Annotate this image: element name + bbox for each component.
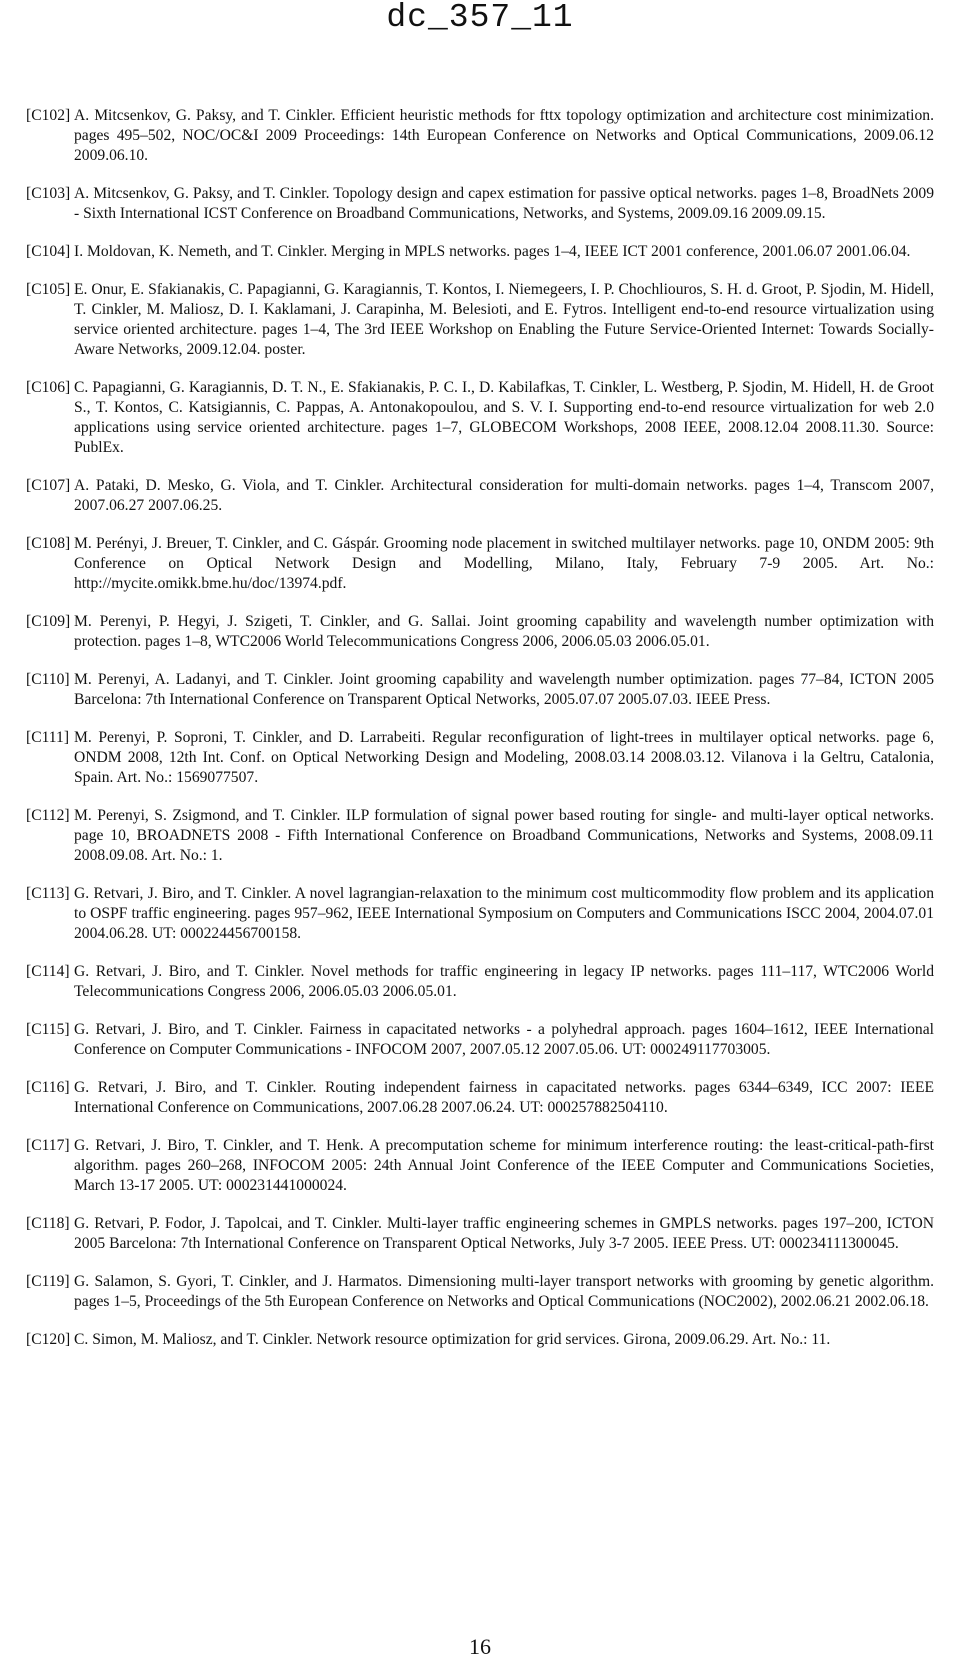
reference-item: [26, 476, 934, 516]
reference-item: [26, 670, 934, 710]
reference-item: [26, 1020, 934, 1060]
reference-label: [C117]: [26, 1137, 70, 1154]
reference-label: [C108]: [26, 535, 71, 552]
reference-text: M. Perényi, J. Breuer, T. Cinkler, and C. Gáspár. Grooming node placement in switched multilayer networks. page 10, ONDM 2005: 9th Conference on Optical Network Design and Modelling, Milano, Italy, February 7-9 2005. Art. No.: http://mycite.omikk.bme.hu/doc/13974.pdf.: [74, 535, 934, 592]
reference-item: [26, 884, 934, 944]
reference-item: [26, 612, 934, 652]
reference-text: M. Perenyi, P. Hegyi, J. Szigeti, T. Cinkler, and G. Sallai. Joint grooming capability and wavelength number optimization with protection. pages 1–8, WTC2006 World Telecommunications Congress 2006, 2006.05.03 2006.05.01.: [74, 613, 934, 650]
reference-item: [26, 962, 934, 1002]
reference-text: G. Salamon, S. Gyori, T. Cinkler, and J. Harmatos. Dimensioning multi-layer transport networks with grooming by genetic algorithm. pages 1–5, Proceedings of the 5th European Conference on Networks and Optical Communications (NOC2002), 2002.06.21 2002.06.18.: [74, 1273, 934, 1310]
reference-label: [C119]: [26, 1273, 70, 1290]
reference-item: [26, 534, 934, 594]
reference-label: [C103]: [26, 185, 71, 202]
reference-label: [C106]: [26, 379, 71, 396]
reference-text: G. Retvari, J. Biro, and T. Cinkler. Routing independent fairness in capacitated networks. pages 6344–6349, ICC 2007: IEEE International Conference on Communications, 2007.06.28 2007.06.24. UT: 000257882504110.: [74, 1079, 934, 1116]
reference-text: M. Perenyi, S. Zsigmond, and T. Cinkler. ILP formulation of signal power based routing for single- and multi-layer optical networks. page 10, BROADNETS 2008 - Fifth International Conference on Broadband Communications, Networks and Systems, 2008.09.11 2008.09.08. Art. No.: 1.: [74, 807, 934, 864]
reference-label: [C102]: [26, 107, 71, 124]
reference-text: G. Retvari, J. Biro, and T. Cinkler. Novel methods for traffic engineering in legacy IP networks. pages 111–117, WTC2006 World Telecommunications Congress 2006, 2006.05.03 2006.05.01.: [74, 963, 934, 1000]
reference-text: C. Simon, M. Maliosz, and T. Cinkler. Network resource optimization for grid services. Girona, 2009.06.29. Art. No.: 11.: [74, 1331, 831, 1348]
reference-label: [C110]: [26, 671, 70, 688]
reference-label: [C118]: [26, 1215, 70, 1232]
reference-label: [C120]: [26, 1331, 71, 1348]
reference-label: [C112]: [26, 807, 70, 824]
reference-text: A. Mitcsenkov, G. Paksy, and T. Cinkler. Efficient heuristic methods for fttx topology optimization and architecture cost minimization. pages 495–502, NOC/OC&I 2009 Proceedings: 14th European Conference on Networks and Optical Communications, 2009.06.12 2009.06.10.: [74, 107, 934, 164]
reference-label: [C111]: [26, 729, 70, 746]
reference-item: [26, 106, 934, 166]
reference-item: [26, 1136, 934, 1196]
reference-label: [C104]: [26, 243, 71, 260]
reference-label: [C109]: [26, 613, 71, 630]
reference-text: G. Retvari, J. Biro, T. Cinkler, and T. Henk. A precomputation scheme for minimum interference routing: the least-critical-path-first algorithm. pages 260–268, INFOCOM 2005: 24th Annual Joint Conference of the IEEE Computer and Communications Societies, March 13-17 2005. UT: 000231441000024.: [74, 1137, 934, 1194]
reference-text: A. Pataki, D. Mesko, G. Viola, and T. Cinkler. Architectural consideration for multi-domain networks. pages 1–4, Transcom 2007, 2007.06.27 2007.06.25.: [74, 477, 934, 514]
reference-item: [26, 1078, 934, 1118]
reference-item: [26, 1272, 934, 1312]
reference-item: [26, 184, 934, 224]
reference-item: [26, 1214, 934, 1254]
reference-item: [26, 242, 934, 262]
reference-text: A. Mitcsenkov, G. Paksy, and T. Cinkler. Topology design and capex estimation for passive optical networks. pages 1–8, BroadNets 2009 - Sixth International ICST Conference on Broadband Communications, Networks, and Systems, 2009.09.16 2009.09.15.: [74, 185, 934, 222]
reference-label: [C113]: [26, 885, 70, 902]
reference-item: [26, 280, 934, 360]
reference-text: G. Retvari, P. Fodor, J. Tapolcai, and T. Cinkler. Multi-layer traffic engineering schemes in GMPLS networks. pages 197–200, ICTON 2005 Barcelona: 7th International Conference on Transparent Optical Networks, July 3-7 2005. IEEE Press. UT: 000234111300045.: [74, 1215, 934, 1252]
reference-text: E. Onur, E. Sfakianakis, C. Papagianni, G. Karagiannis, T. Kontos, I. Niemegeers, I. P. Chochliouros, S. H. d. Groot, P. Sjodin, M. Hidell, T. Cinkler, M. Maliosz, D. I. Kaklamani, J. Carapinha, M. Belesioti, and E. Fytros. Intelligent end-to-end resource virtualization using service oriented architecture. pages 1–4, The 3rd IEEE Workshop on Enabling the Future Service-Oriented Internet: Towards Socially-Aware Networks, 2009.12.04. poster.: [74, 281, 934, 358]
reference-text: C. Papagianni, G. Karagiannis, D. T. N., E. Sfakianakis, P. C. I., D. Kabilafkas, T. Cinkler, L. Westberg, P. Sjodin, M. Hidell, H. de Groot S., T. Kontos, C. Katsigiannis, C. Pappas, A. Antonakopoulou, and S. V. I. Supporting end-to-end resource virtualization for web 2.0 applications using service oriented architecture. pages 1–7, GLOBECOM Workshops, 2008 IEEE, 2008.12.04 2008.11.30. Source: PublEx.: [74, 379, 934, 456]
reference-text: G. Retvari, J. Biro, and T. Cinkler. A novel lagrangian-relaxation to the minimum cost multicommodity flow problem and its application to OSPF traffic engineering. pages 957–962, IEEE International Symposium on Computers and Communications ISCC 2004, 2004.07.01 2004.06.28. UT: 000224456700158.: [74, 885, 934, 942]
reference-label: [C116]: [26, 1079, 70, 1096]
page-number: 16: [469, 1634, 491, 1659]
page-header: dc_357_11: [386, 0, 574, 36]
reference-list: [26, 106, 934, 1368]
reference-text: M. Perenyi, P. Soproni, T. Cinkler, and D. Larrabeiti. Regular reconfiguration of light-trees in multilayer optical networks. page 6, ONDM 2008, 12th Int. Conf. on Optical Networking Design and Modeling, 2008.03.14 2008.03.12. Vilanova i la Geltru, Catalonia, Spain. Art. No.: 1569077507.: [74, 729, 934, 786]
reference-item: [26, 1330, 934, 1350]
reference-text: I. Moldovan, K. Nemeth, and T. Cinkler. Merging in MPLS networks. pages 1–4, IEEE ICT 2001 conference, 2001.06.07 2001.06.04.: [74, 243, 911, 260]
reference-label: [C107]: [26, 477, 71, 494]
reference-text: G. Retvari, J. Biro, and T. Cinkler. Fairness in capacitated networks - a polyhedral approach. pages 1604–1612, IEEE International Conference on Computer Communications - INFOCOM 2007, 2007.05.12 2007.05.06. UT: 000249117703005.: [74, 1021, 934, 1058]
reference-label: [C114]: [26, 963, 70, 980]
reference-label: [C115]: [26, 1021, 70, 1038]
reference-item: [26, 806, 934, 866]
reference-item: [26, 728, 934, 788]
reference-item: [26, 378, 934, 458]
reference-label: [C105]: [26, 281, 71, 298]
reference-text: M. Perenyi, A. Ladanyi, and T. Cinkler. Joint grooming capability and wavelength number optimization. pages 77–84, ICTON 2005 Barcelona: 7th International Conference on Transparent Optical Networks, 2005.07.07 2005.07.03. IEEE Press.: [74, 671, 934, 708]
